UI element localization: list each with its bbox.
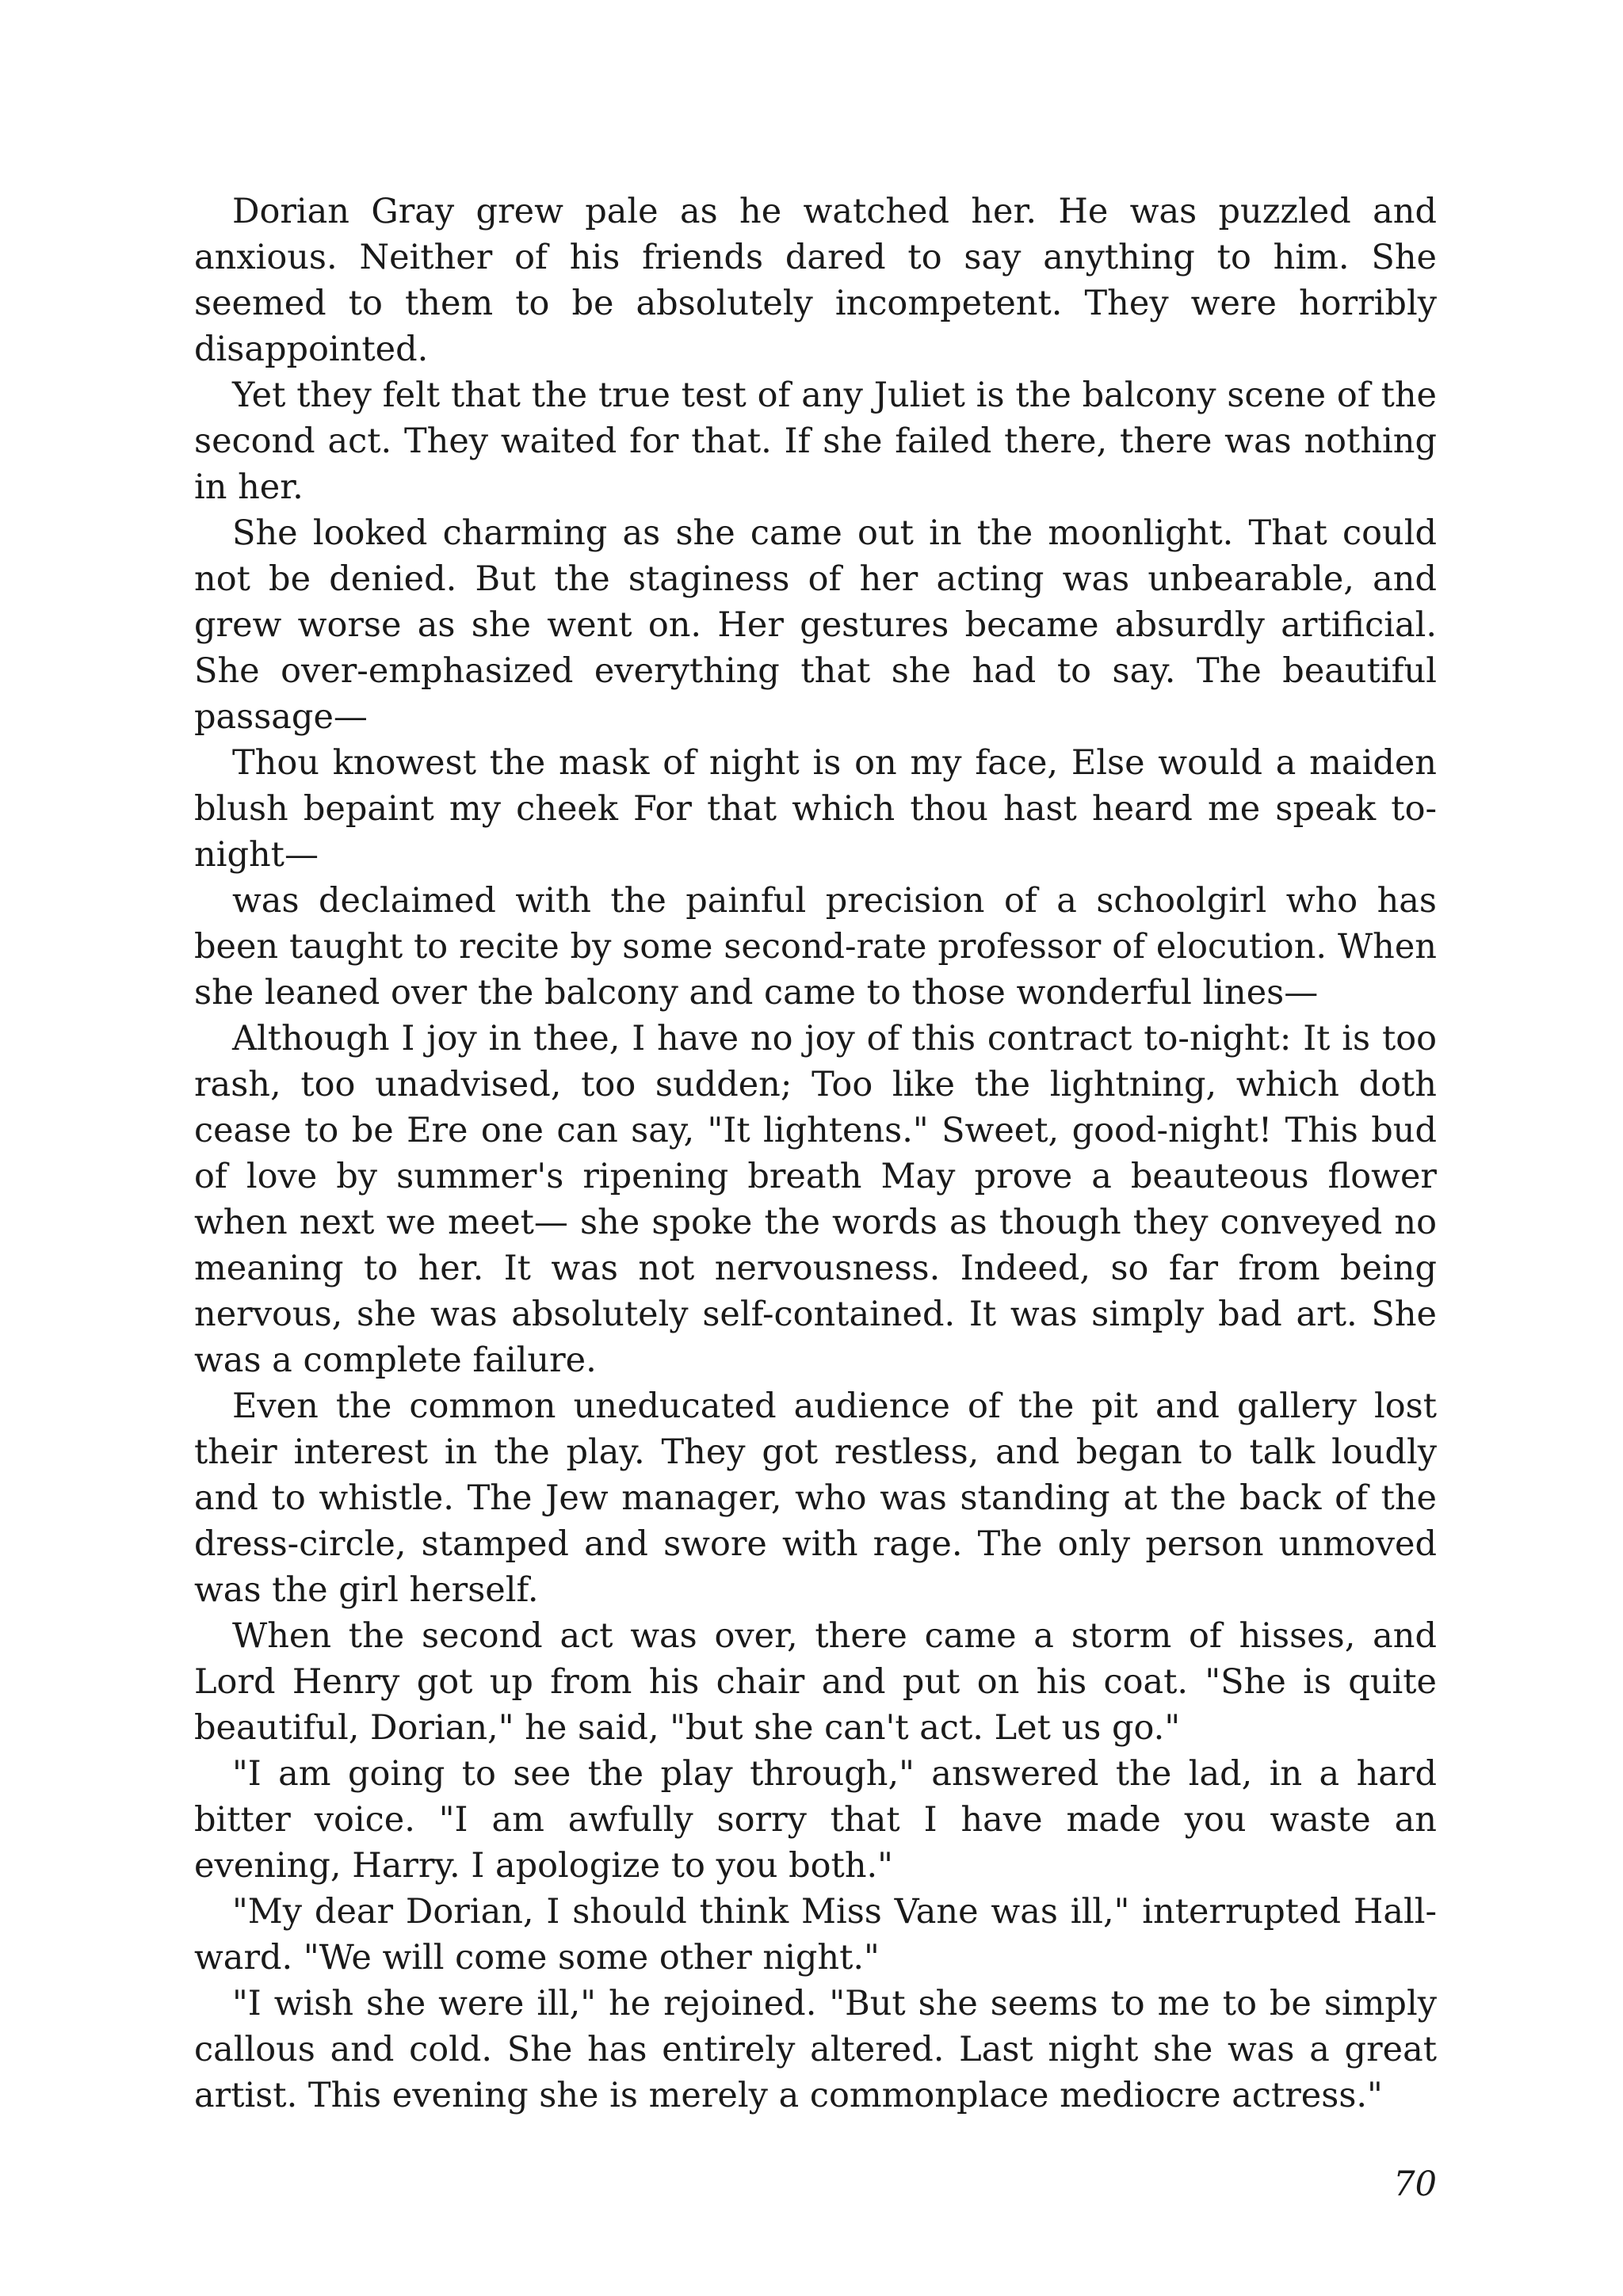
paragraph: Dorian Gray grew pale as he watched her. He was puzzled and anxious. Neither of his friends dared to say anything to him. She seemed to them to be absolutely incompetent. They were horribly disappointed. bbox=[194, 192, 1437, 369]
paragraph: When the second act was over, there came a storm of hisses, and Lord Henry got up from his chair and put on his coat. "She is quite beautiful, Dorian," he said, "but she can't act. Let us go." bbox=[194, 1616, 1437, 1748]
paragraph: Even the common uneducated audience of the pit and gallery lost their interest in the play. They got restless, and began to talk loudly and to whistle. The Jew manager, who was standing at the back of the dress-circle, stamped and swore with rage. The only person unmoved was the girl herself. bbox=[194, 1386, 1437, 1610]
paragraph: "My dear Dorian, I should think Miss Vane was ill," interrupted Hall-ward. "We will come some other night." bbox=[194, 1892, 1437, 1978]
paragraph: She looked charming as she came out in the moonlight. That could not be denied. But the staginess of her acting was unbearable, and grew worse as she went on. Her gestures became absurdly artificial. She over-emphasized everything that she had to say. The beautiful passage— bbox=[194, 513, 1437, 737]
paragraph: "I am going to see the play through," answered the lad, in a hard bitter voice. "I am awfully sorry that I have made you waste an evening, Harry. I apologize to you both." bbox=[194, 1754, 1437, 1886]
paragraph: was declaimed with the painful precision of a schoolgirl who has been taught to recite by some second-rate professor of elocution. When she leaned over the balcony and came to those wonderful lines— bbox=[194, 881, 1437, 1013]
page-body bbox=[194, 189, 1437, 2119]
paragraph: Thou knowest the mask of night is on my face, Else would a maiden blush bepaint my cheek For that which thou hast heard me speak to-night— bbox=[194, 743, 1437, 875]
paragraph: Although I joy in thee, I have no joy of this contract to-night: It is too rash, too unadvised, too sudden; Too like the lightning, which doth cease to be Ere one can say, "It lightens." Sweet, good-night! This bud of love by summer's ripening breath May prove a beauteous flower when next we meet— she spoke the words as though they conveyed no meaning to her. It was not nervousness. Indeed, so far from being nervous, she was absolutely self-contained. It was simply bad art. She was a complete failure. bbox=[194, 1019, 1437, 1380]
page-number: 70 bbox=[1393, 2164, 1437, 2204]
paragraph: Yet they felt that the true test of any Juliet is the balcony scene of the second act. They waited for that. If she failed there, there was nothing in her. bbox=[194, 376, 1437, 507]
paragraph: "I wish she were ill," he rejoined. "But she seems to me to be simply callous and cold. She has entirely altered. Last night she was a great artist. This evening she is merely a commonplace mediocre actress." bbox=[194, 1984, 1437, 2115]
